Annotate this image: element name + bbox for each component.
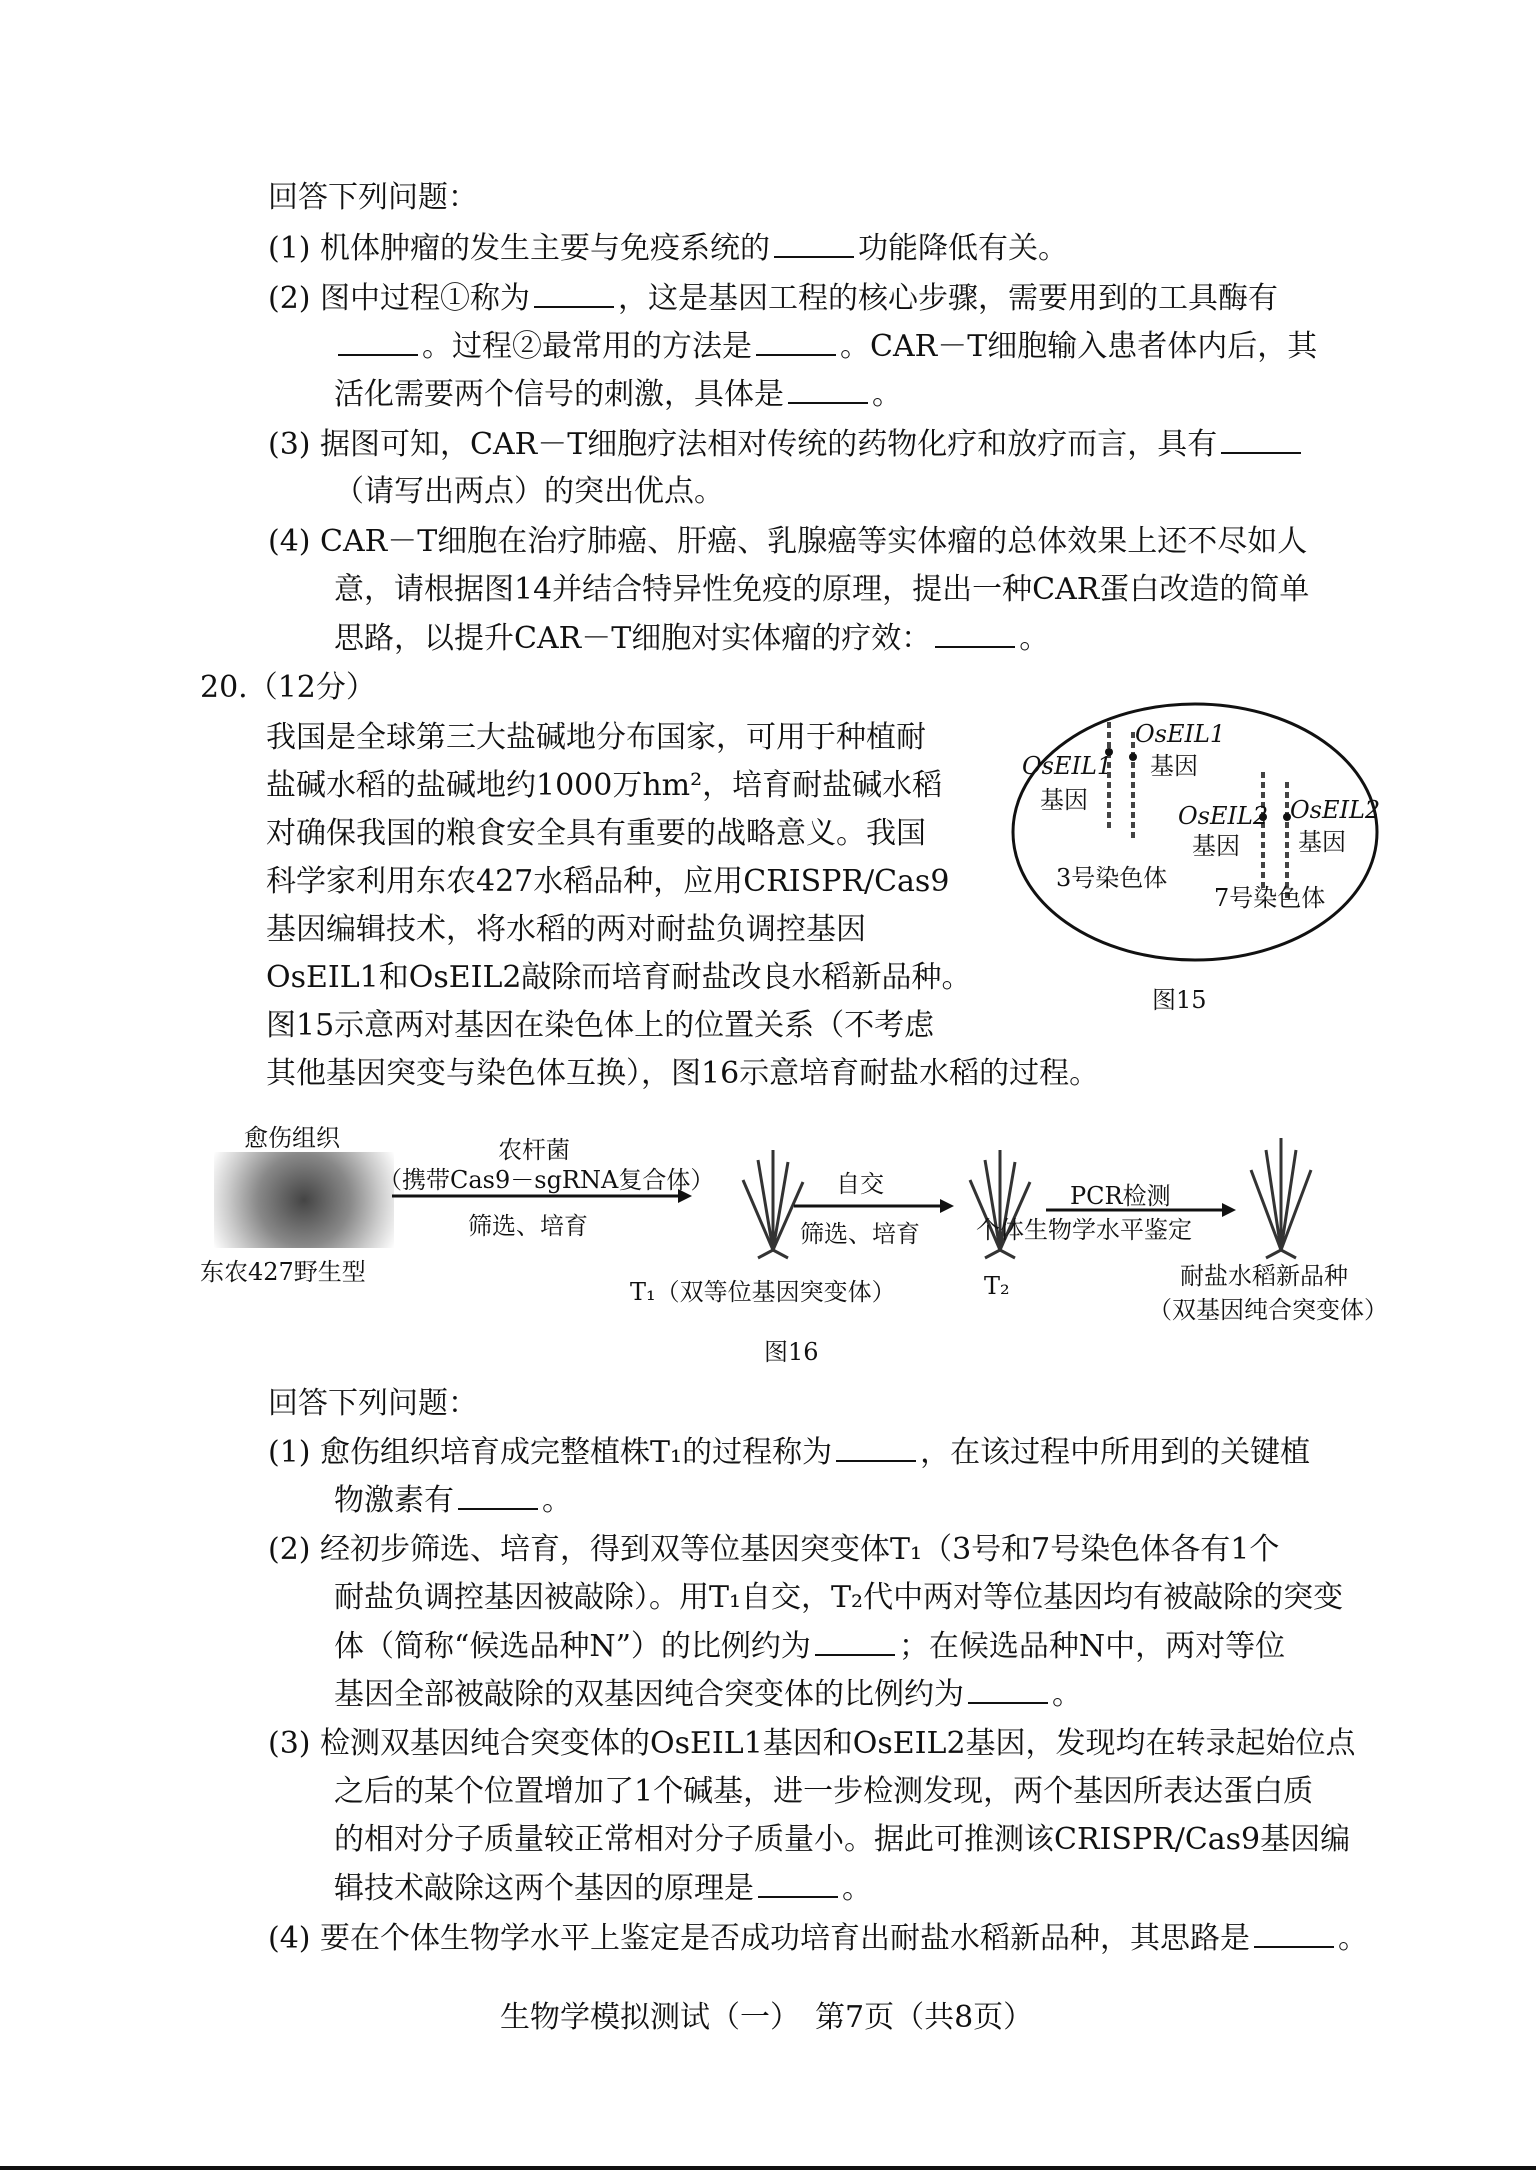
arrow-2 — [794, 1196, 954, 1216]
s1-q1 — [268, 230, 1068, 267]
q20-intro-7: 图15示意两对基因在染色体上的位置关系（不考虑 — [266, 1008, 935, 1043]
answer-blank[interactable] — [1221, 426, 1301, 454]
q20-intro-1: 我国是全球第三大盐碱地分布国家，可用于种植耐 — [266, 720, 926, 755]
q-text: 经初步筛选、培育，得到双等位基因突变体T₁（3号和7号染色体各有1个 — [320, 1532, 1280, 1567]
label-gene: 基因 — [1298, 828, 1346, 856]
answer-blank[interactable] — [774, 230, 854, 258]
s1-q2-line1 — [268, 280, 1278, 317]
label-gene: 基因 — [1040, 786, 1088, 814]
q-text: 物激素有 — [334, 1483, 454, 1518]
answer-blank[interactable] — [758, 1870, 838, 1898]
label-wild-type: 东农427野生型 — [200, 1258, 366, 1286]
s1-q4-line1 — [268, 524, 1307, 560]
s2-q1-line2 — [334, 1482, 572, 1519]
answer-blank[interactable] — [338, 328, 418, 356]
label-gene: 基因 — [1150, 752, 1198, 780]
answer-blank[interactable] — [756, 328, 836, 356]
label-chromosome-7: 7号染色体 — [1214, 884, 1326, 912]
bottom-rule — [0, 2166, 1536, 2170]
q-number: (1) — [268, 231, 311, 266]
callus-image — [214, 1152, 394, 1248]
answer-blank[interactable] — [935, 620, 1015, 648]
rice-plant-new — [1226, 1130, 1336, 1260]
q-number: (3) — [268, 427, 311, 462]
answer-blank[interactable] — [458, 1482, 538, 1510]
label-carry-cas9: （携带Cas9－sgRNA复合体） — [378, 1166, 715, 1194]
section1-prompt: 回答下列问题： — [268, 180, 478, 215]
q-number: (2) — [268, 1532, 311, 1567]
label-new-variety-2: （双基因纯合突变体） — [1148, 1296, 1388, 1324]
q-text: ，这是基因工程的核心步骤，需要用到的工具酶有 — [618, 281, 1279, 316]
s2-q2-line4 — [334, 1676, 1082, 1713]
q-text: 。 — [1338, 1921, 1369, 1956]
label-oseil2-right: OsEIL2 — [1290, 796, 1381, 824]
q-text: 基因全部被敲除的双基因纯合突变体的比例约为 — [334, 1677, 964, 1712]
q-number: (2) — [268, 281, 311, 316]
q-text: 思路，以提升CAR－T细胞对实体瘤的疗效： — [334, 621, 932, 656]
q20-intro-8: 其他基因突变与染色体互换），图16示意培育耐盐水稻的过程。 — [266, 1056, 1100, 1091]
q-text: 。 — [842, 1871, 872, 1906]
label-agrobacterium: 农杆菌 — [498, 1136, 570, 1164]
q-text: 。过程②最常用的方法是 — [422, 329, 752, 364]
q-text: 机体肿瘤的发生主要与免疫系统的 — [320, 231, 771, 266]
q-number: (4) — [268, 1921, 311, 1956]
answer-blank[interactable] — [815, 1628, 895, 1656]
label-self: 自交 — [836, 1170, 884, 1198]
label-oseil2-left: OsEIL2 — [1178, 802, 1269, 830]
q-number: (4) — [268, 524, 311, 559]
q-text: 。CAR－T细胞输入患者体内后，其 — [840, 329, 1318, 364]
label-level: 个体生物学水平鉴定 — [976, 1216, 1192, 1244]
s1-q4-line3 — [334, 620, 1049, 657]
q-text: 要在个体生物学水平上鉴定是否成功培育出耐盐水稻新品种，其思路是 — [320, 1921, 1251, 1956]
label-chromosome-3: 3号染色体 — [1056, 864, 1168, 892]
q-text: 。 — [1052, 1677, 1082, 1712]
label-new-variety: 耐盐水稻新品种 — [1180, 1262, 1348, 1290]
q-text: 。 — [1019, 621, 1050, 656]
answer-blank[interactable] — [836, 1434, 916, 1462]
answer-blank[interactable] — [968, 1676, 1048, 1704]
q-text: 辑技术敲除这两个基因的原理是 — [334, 1871, 754, 1906]
q-text: 。 — [872, 377, 902, 412]
q-text: 图中过程①称为 — [320, 281, 531, 316]
locus-dot — [1129, 753, 1137, 761]
q-text: 活化需要两个信号的刺激，具体是 — [334, 377, 784, 412]
s2-q3-line2: 之后的某个位置增加了1个碱基，进一步检测发现，两个基因所表达蛋白质 — [334, 1774, 1314, 1809]
s1-q3-line1 — [268, 426, 1305, 463]
q20-intro-5: 基因编辑技术，将水稻的两对耐盐负调控基因 — [266, 912, 866, 947]
label-t2: T₂ — [984, 1272, 1010, 1300]
s2-q4-line1 — [268, 1920, 1368, 1957]
label-pcr: PCR检测 — [1070, 1182, 1171, 1210]
q-text: 功能降低有关。 — [858, 231, 1069, 266]
label-t1: T₁（双等位基因突变体） — [630, 1278, 896, 1306]
s2-q1-line1 — [268, 1434, 1310, 1471]
label-step1: 筛选、培育 — [468, 1212, 588, 1240]
q20-header: 20.（12分） — [200, 670, 376, 705]
page-footer: 生物学模拟测试（一） 第7页（共8页） — [500, 2000, 1034, 2035]
q-text: 愈伤组织培育成完整植株T₁的过程称为 — [320, 1435, 833, 1470]
s2-q2-line3 — [334, 1628, 1285, 1665]
q-text: 据图可知，CAR－T细胞疗法相对传统的药物化疗和放疗而言，具有 — [320, 427, 1218, 462]
q-text: ，在该过程中所用到的关键植 — [920, 1435, 1311, 1470]
label-oseil1-left: OsEIL1 — [1022, 752, 1113, 780]
label-gene: 基因 — [1192, 832, 1240, 860]
q-text: ；在候选品种N中，两对等位 — [898, 1629, 1286, 1664]
label-step2: 筛选、培育 — [800, 1220, 920, 1248]
figure-16-caption: 图16 — [764, 1338, 819, 1366]
answer-blank[interactable] — [534, 280, 614, 308]
s1-q3-line2: （请写出两点）的突出优点。 — [334, 474, 724, 509]
q20-intro-4: 科学家利用东农427水稻品种，应用CRISPR/Cas9 — [266, 864, 950, 899]
answer-blank[interactable] — [788, 376, 868, 404]
arrow-1 — [392, 1186, 692, 1206]
q-text: 检测双基因纯合突变体的OsEIL1基因和OsEIL2基因，发现均在转录起始位点 — [320, 1726, 1356, 1761]
q20-intro-6: OsEIL1和OsEIL2敲除而培育耐盐改良水稻新品种。 — [266, 960, 972, 995]
q-number: (1) — [268, 1435, 311, 1470]
q-text: 体（简称“候选品种N”）的比例约为 — [334, 1629, 811, 1664]
label-oseil1-right: OsEIL1 — [1135, 720, 1226, 748]
s1-q2-line3 — [334, 376, 902, 413]
q-text: 。 — [542, 1483, 572, 1518]
answer-blank[interactable] — [1254, 1920, 1334, 1948]
label-callus: 愈伤组织 — [244, 1124, 340, 1152]
section2-prompt: 回答下列问题： — [268, 1386, 478, 1421]
s1-q2-line2 — [334, 328, 1317, 365]
s2-q2-line2: 耐盐负调控基因被敲除）。用T₁自交，T₂代中两对等位基因均有被敲除的突变 — [334, 1580, 1344, 1615]
s2-q3-line1 — [268, 1726, 1356, 1762]
q20-intro-2: 盐碱水稻的盐碱地约1000万hm²，培育耐盐碱水稻 — [266, 768, 943, 803]
s2-q3-line4 — [334, 1870, 872, 1907]
q20-intro-3: 对确保我国的粮食安全具有重要的战略意义。我国 — [266, 816, 926, 851]
figure-15-caption: 图15 — [1152, 986, 1207, 1014]
s2-q2-line1 — [268, 1532, 1279, 1568]
q-text: CAR－T细胞在治疗肺癌、肝癌、乳腺癌等实体瘤的总体效果上还不尽如人 — [320, 524, 1308, 559]
s2-q3-line3: 的相对分子质量较正常相对分子质量小。据此可推测该CRISPR/Cas9基因编 — [334, 1822, 1351, 1857]
s1-q4-line2: 意，请根据图14并结合特异性免疫的原理，提出一种CAR蛋白改造的简单 — [334, 572, 1310, 607]
q-number: (3) — [268, 1726, 311, 1761]
